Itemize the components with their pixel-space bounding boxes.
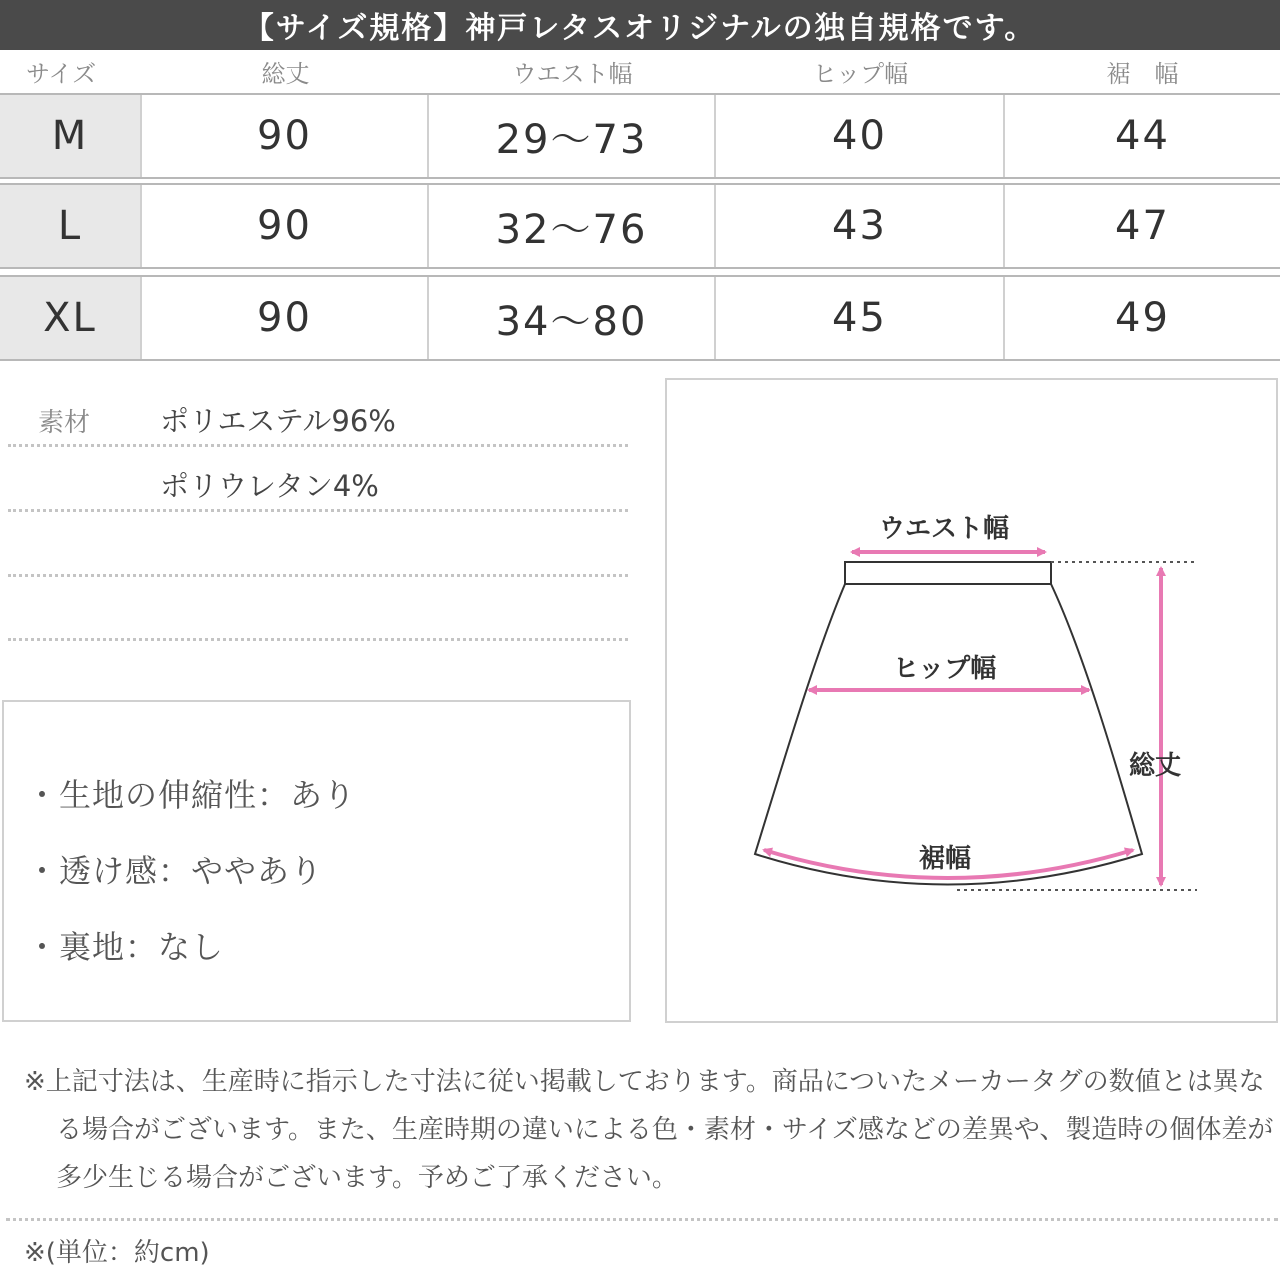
material-value: ポリウレタン4% bbox=[160, 469, 379, 503]
header-length: 総丈 bbox=[261, 60, 310, 88]
hip-cell: 43 bbox=[716, 185, 1005, 267]
hip-cell: 40 bbox=[716, 95, 1005, 177]
hem-cell: 44 bbox=[1115, 113, 1170, 159]
waist-label: ウエスト幅 bbox=[879, 514, 1010, 544]
length-cell: 90 bbox=[142, 185, 429, 267]
waist-cell: 32〜76 bbox=[429, 185, 716, 267]
size-cell: XL bbox=[0, 277, 142, 359]
waist-cell: 34〜80 bbox=[429, 277, 716, 359]
feature-stretch: ・生地の伸縮性：あり bbox=[26, 776, 357, 814]
waist-cell: 29〜73 bbox=[429, 95, 716, 177]
size-spec-banner: 【サイズ規格】神戸レタスオリジナルの独自規格です。 bbox=[0, 0, 1280, 50]
table-row bbox=[0, 93, 1280, 179]
material-label: 素材 bbox=[38, 408, 91, 438]
dotted-divider bbox=[6, 1218, 1278, 1221]
length-cell: 90 bbox=[142, 95, 429, 177]
hem-label: 裾幅 bbox=[919, 844, 972, 874]
size-cell: M bbox=[0, 95, 142, 177]
waistband-shape bbox=[845, 562, 1051, 584]
unit-note: ※(単位：約cm) bbox=[24, 1238, 210, 1268]
dotted-divider bbox=[8, 444, 628, 447]
header-size: サイズ bbox=[26, 60, 97, 88]
feature-sheerness: ・透け感：ややあり bbox=[26, 852, 324, 890]
hem-cell: 49 bbox=[1115, 295, 1170, 341]
dotted-divider bbox=[8, 574, 628, 577]
hip-cell: 45 bbox=[716, 277, 1005, 359]
material-value: ポリエステル96% bbox=[160, 404, 396, 438]
header-hem: 裾 幅 bbox=[1106, 60, 1179, 88]
fabric-features-box bbox=[2, 700, 631, 1022]
table-row bbox=[0, 183, 1280, 269]
length-cell: 90 bbox=[142, 277, 429, 359]
hem-cell: 47 bbox=[1115, 203, 1170, 249]
size-cell: L bbox=[0, 185, 142, 267]
dotted-divider bbox=[8, 509, 628, 512]
table-row bbox=[0, 275, 1280, 361]
hip-label: ヒップ幅 bbox=[893, 654, 997, 684]
header-waist: ウエスト幅 bbox=[512, 60, 633, 88]
header-hip: ヒップ幅 bbox=[812, 60, 909, 88]
length-label: 総丈 bbox=[1129, 751, 1182, 781]
feature-lining: ・裏地：なし bbox=[26, 928, 225, 966]
skirt-illustration bbox=[667, 380, 1280, 1025]
disclaimer-note: ※上記寸法は、生産時に指示した寸法に従い掲載しております。商品についたメーカータグの数値とは異なる場合がございます。また、生産時期の違いによる色・素材・サイズ感などの差異や、製造時の個体差が多少生じる場合がございます。予めご了承ください。 bbox=[24, 1067, 1274, 1193]
skirt-measurement-diagram bbox=[665, 378, 1278, 1023]
dotted-divider bbox=[8, 638, 628, 641]
